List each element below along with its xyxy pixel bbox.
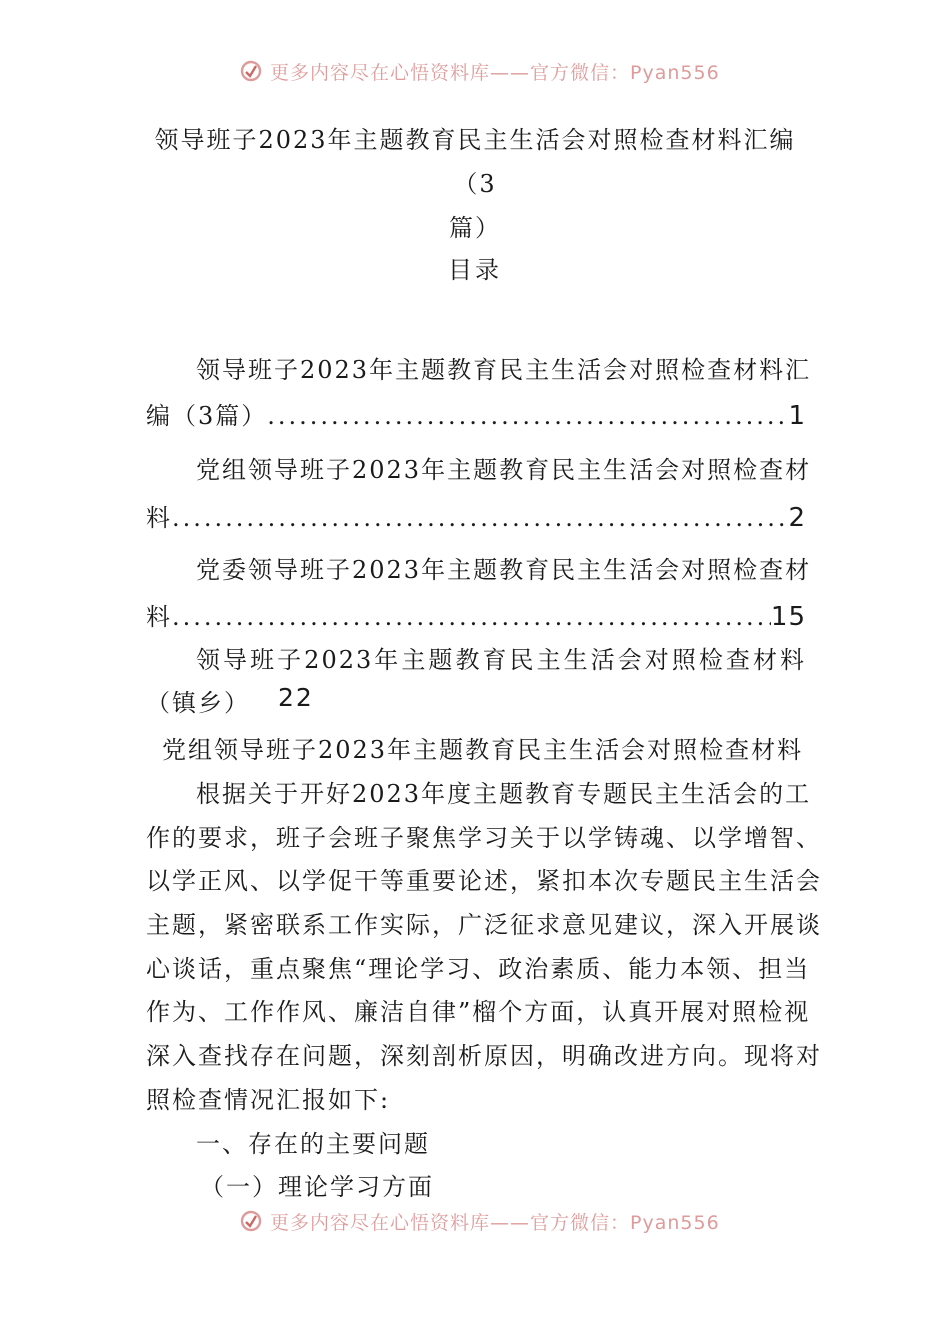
toc-entry-2-line1[interactable]: 党组领导班子2023年主题教育民主生活会对照检查材: [196, 456, 812, 484]
watermark-header: [240, 58, 720, 84]
brand-logo-icon: [240, 1210, 262, 1232]
toc-entry-4[interactable]: [146, 683, 806, 718]
paragraph-line: 主题，紧密联系工作实际，广泛征求意见建议，深入开展谈: [146, 911, 822, 939]
toc-heading: 目录: [448, 256, 502, 284]
toc-leader-dots: [267, 402, 788, 430]
toc-entry-3-label: 料: [146, 603, 172, 631]
toc-entry-1[interactable]: [146, 396, 806, 431]
toc-entry-4-page: 22: [278, 683, 314, 712]
heading-level-1: 一、存在的主要问题: [196, 1130, 430, 1158]
toc-entry-1-line1[interactable]: 领导班子2023年主题教育民主生活会对照检查材料汇: [196, 356, 812, 384]
paragraph-line: 以学正风、以学促干等重要论述，紧扣本次专题民主生活会: [146, 867, 822, 895]
toc-entry-3-page: 15: [770, 602, 806, 632]
watermark-text: 更多内容尽在心悟资料库——官方微信：Pyan556: [270, 61, 720, 84]
toc-leader-dots: [172, 504, 788, 532]
watermark-footer: [240, 1208, 720, 1234]
paragraph-line: 作为、工作作风、廉洁自律”榴个方面，认真开展对照检视: [146, 998, 811, 1026]
paragraph-line: 深入查找存在问题，深刻剖析原因，明确改进方向。现将对: [146, 1042, 822, 1070]
section-title: 党组领导班子2023年主题教育民主生活会对照检查材料: [162, 736, 804, 764]
toc-entry-2-label: 料: [146, 504, 172, 532]
paragraph-line: 作的要求，班子会班子聚焦学习关于以学铸魂、以学增智、: [146, 824, 822, 852]
toc-entry-1-page: 1: [788, 401, 806, 431]
toc-entry-3-line1[interactable]: 党委领导班子2023年主题教育民主生活会对照检查材: [196, 556, 812, 584]
toc-entry-4-label: （镇乡）: [146, 689, 250, 717]
heading-level-2: （一）理论学习方面: [200, 1173, 434, 1201]
toc-entry-4-line1[interactable]: 领导班子2023年主题教育民主生活会对照检查材料: [196, 646, 806, 674]
watermark-text: 更多内容尽在心悟资料库——官方微信：Pyan556: [270, 1211, 720, 1234]
toc-leader-dots: [172, 603, 771, 631]
title-line-2: 篇）: [449, 214, 501, 242]
title-line-1: 领导班子2023年主题教育民主生活会对照检查材料汇编（3: [154, 126, 796, 198]
toc-entry-1-label: 编（3篇）: [146, 402, 268, 430]
paragraph-line: 照检查情况汇报如下:: [146, 1086, 391, 1114]
toc-entry-2-page: 2: [788, 503, 806, 533]
document-title: [140, 118, 810, 250]
paragraph-line: 心谈话，重点聚焦“理论学习、政治素质、能力本领、担当: [146, 955, 811, 983]
brand-logo-icon: [240, 60, 262, 82]
paragraph-line: 根据关于开好2023年度主题教育专题民主生活会的工: [196, 780, 812, 808]
toc-entry-3[interactable]: [146, 597, 806, 632]
toc-entry-2[interactable]: [146, 498, 806, 533]
